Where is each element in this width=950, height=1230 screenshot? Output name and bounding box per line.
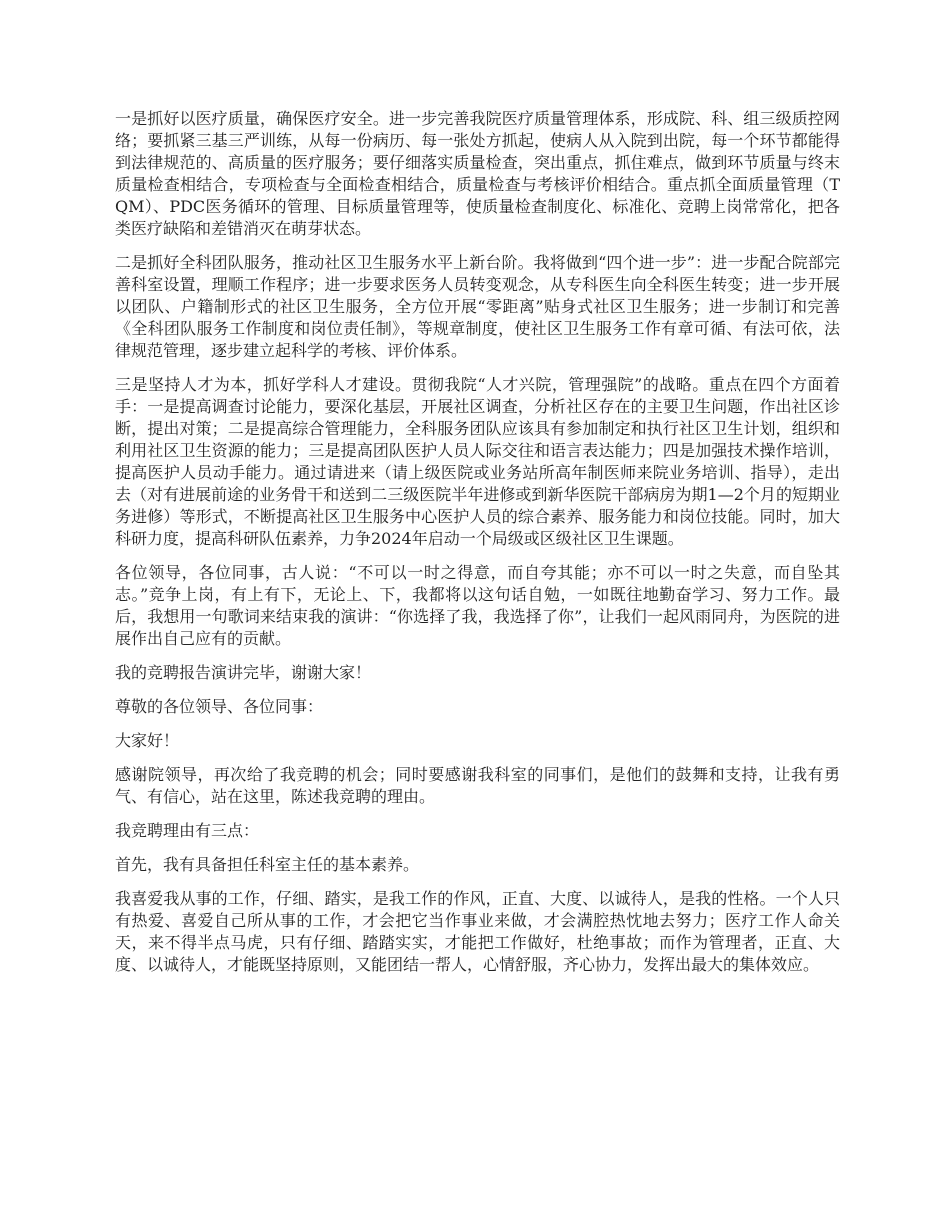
paragraph-salutation: 尊敬的各位领导、各位同事： — [115, 697, 324, 716]
paragraph-talent-building: 三是坚持人才为本，抓好学科人才建设。贯彻我院“人才兴院，管理强院”的战略。重点在四个方面着手：一是提高调查讨论能力，要深化基层，开展社区调查，分析社区存在的主要卫生问题，作出社区诊断，提出对策；二是提高综合管理能力，全科服务团队应该具有参加制定和执行社区卫生计划，组织和利用社区卫生资源的能力；三是提高团队医护人员人际交往和语言表达能力；四是加强技术操作培训，提高医护人员动手能力。通过请进来（请上级医院或业务站所高年制医师来院业务培训、指导），走出去（对有进展前途的业务骨干和送到二三级医院半年进修或到新华医院干部病房为期1—2个月的短期业务进修）等形式，不断提高社区卫生服务中心医护人员的综合素养、服务能力和岗位技能。同时，加大科研力度，提高科研队伍素养，力争2024年启动一个局级或区级社区卫生课题。 — [115, 375, 840, 548]
paragraph-reasons-intro: 我竞聘理由有三点： — [115, 821, 260, 840]
paragraph-work-attitude: 我喜爱我从事的工作，仔细、踏实，是我工作的作风，正直、大度、以诚待人，是我的性格。一个人只有热爱、喜爱自己所从事的工作，才会把它当作事业来做，才会满腔热忱地去努力；医疗工作人命关天，来不得半点马虎，只有仔细、踏踏实实，才能把工作做好，杜绝事故；而作为管理者，正直、大度、以诚待人，才能既坚持原则，又能团结一帮人，心情舒服，齐心协力，发挥出最大的集体效应。 — [115, 889, 840, 974]
paragraph-gratitude: 感谢院领导，再次给了我竞聘的机会；同时要感谢我科室的同事们，是他们的鼓舞和支持，让我有勇气、有信心，站在这里，陈述我竞聘的理由。 — [115, 765, 840, 806]
paragraph-thanks: 我的竞聘报告演讲完毕，谢谢大家！ — [115, 663, 372, 682]
paragraph-first-reason: 首先，我有具备担任科室主任的基本素养。 — [115, 855, 420, 874]
paragraph-quality-safety: 一是抓好以医疗质量，确保医疗安全。进一步完善我院医疗质量管理体系，形成院、科、组三级质控网络；要抓紧三基三严训练，从每一份病历、每一张处方抓起，使病人从入院到出院，每一个环节都能得到法律规范的、高质量的医疗服务；要仔细落实质量检查，突出重点，抓住难点，做到环节质量与终末质量检查相结合，专项检查与全面检查相结合，质量检查与考核评价相结合。重点抓全面质量管理（TQM）、PDC医务循环的管理、目标质量管理等，使质量检查制度化、标准化、竞聘上岗常常化，把各类医疗缺陷和差错消灭在萌芽状态。 — [115, 109, 840, 238]
paragraph-greeting: 大家好！ — [115, 731, 180, 750]
paragraph-team-service: 二是抓好全科团队服务，推动社区卫生服务水平上新台阶。我将做到“四个进一步”：进一步配合院部完善科室设置，理顺工作程序；进一步要求医务人员转变观念，从专科医生向全科医生转变；进一步开展以团队、户籍制形式的社区卫生服务，全方位开展“零距离”贴身式社区卫生服务；进一步制订和完善《全科团队服务工作制度和岗位责任制》，等规章制度，使社区卫生服务工作有章可循、有法可依，法律规范管理，逐步建立起科学的考核、评价体系。 — [115, 253, 840, 360]
paragraph-closing-remarks: 各位领导，各位同事，古人说：“不可以一时之得意，而自夸其能；亦不可以一时之失意，而自坠其志。”竞争上岗，有上有下，无论上、下，我都将以这句话自勉，一如既往地勤奋学习、努力工作。最后，我想用一句歌词来结束我的演讲：“你选择了我，我选择了你”，让我们一起风雨同舟，为医院的进展作出自己应有的贡献。 — [115, 563, 840, 648]
document-body — [115, 108, 840, 988]
